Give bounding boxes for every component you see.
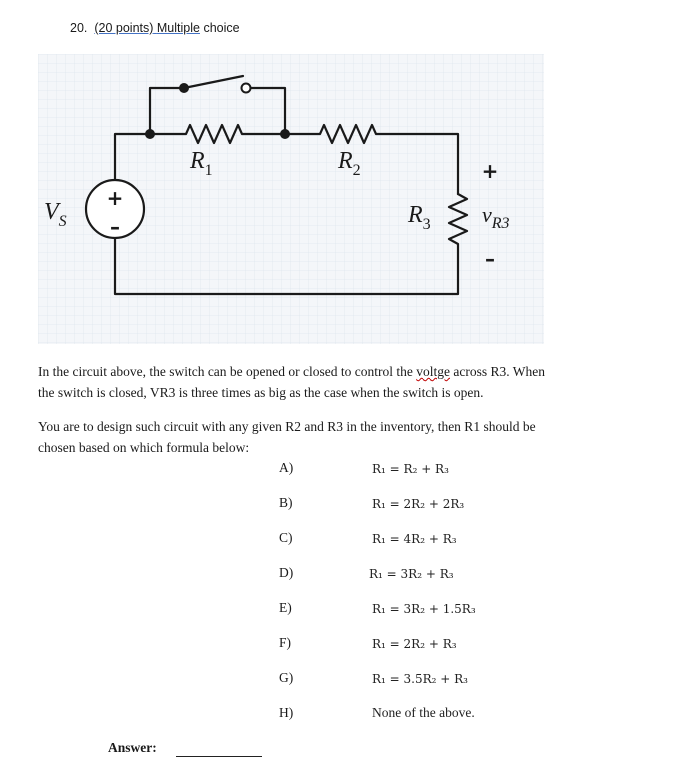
option-letter-a: A)	[279, 460, 294, 475]
option-letter-g: G)	[279, 670, 294, 685]
r1-label: $R_1$	[190, 148, 213, 179]
option-formula-e: R₁ = 3R₂ + 1.5R₃	[372, 602, 476, 616]
problem-paragraph-1: In the circuit above, the switch can be opened or closed to control the voltge across R3. When the switch is closed, VR3 is three times as big as the case when the switch is open.	[38, 364, 545, 400]
junction-mid	[280, 129, 290, 139]
option-letter-f: F)	[279, 635, 292, 650]
misspelled-word: voltge	[416, 364, 450, 379]
answer-blank-line[interactable]	[176, 756, 262, 757]
question-header	[70, 21, 240, 35]
option-letter-h: H)	[279, 705, 294, 720]
circuit-diagram	[38, 54, 544, 344]
option-formula-c: R₁ = 4R₂ + R₃	[372, 532, 457, 546]
option-letter-b: B)	[279, 495, 293, 510]
option-letter-c: C)	[279, 530, 293, 545]
vr3-minus-sign: –	[485, 247, 495, 271]
vs-label: $V_S$	[44, 199, 67, 230]
question-type: choice	[203, 21, 240, 35]
problem-paragraph-2: You are to design such circuit with any given R2 and R3 in the inventory, then R1 should be chosen based on which formula below:	[38, 419, 536, 455]
question-points: (20 points) Multiple	[94, 21, 200, 35]
option-formula-h: None of the above.	[372, 705, 475, 720]
junction-left	[145, 129, 155, 139]
vr3-plus-sign: +	[481, 159, 499, 183]
option-formula-b: R₁ = 2R₂ + 2R₃	[372, 497, 465, 511]
source-minus-sign: –	[110, 215, 120, 239]
r2-label: $R_2$	[338, 148, 361, 179]
option-formula-f: R₁ = 2R₂ + R₃	[372, 637, 457, 651]
question-number: 20.	[70, 21, 88, 35]
switch-contact-fixed	[179, 83, 189, 93]
r3-label: $R_3$	[408, 202, 431, 233]
answer-label: Answer:	[108, 740, 157, 755]
source-plus-sign: +	[106, 186, 124, 210]
switch-contact-open	[242, 84, 251, 93]
option-formula-d: R₁ = 3R₂ + R₃	[369, 567, 454, 581]
option-formula-g: R₁ = 3.5R₂ + R₃	[372, 672, 468, 686]
option-formula-a: R₁ = R₂ + R₃	[372, 462, 449, 476]
vr3-label: $v_{R3}$	[482, 202, 510, 232]
option-letter-e: E)	[279, 600, 292, 615]
option-letter-d: D)	[279, 565, 294, 580]
